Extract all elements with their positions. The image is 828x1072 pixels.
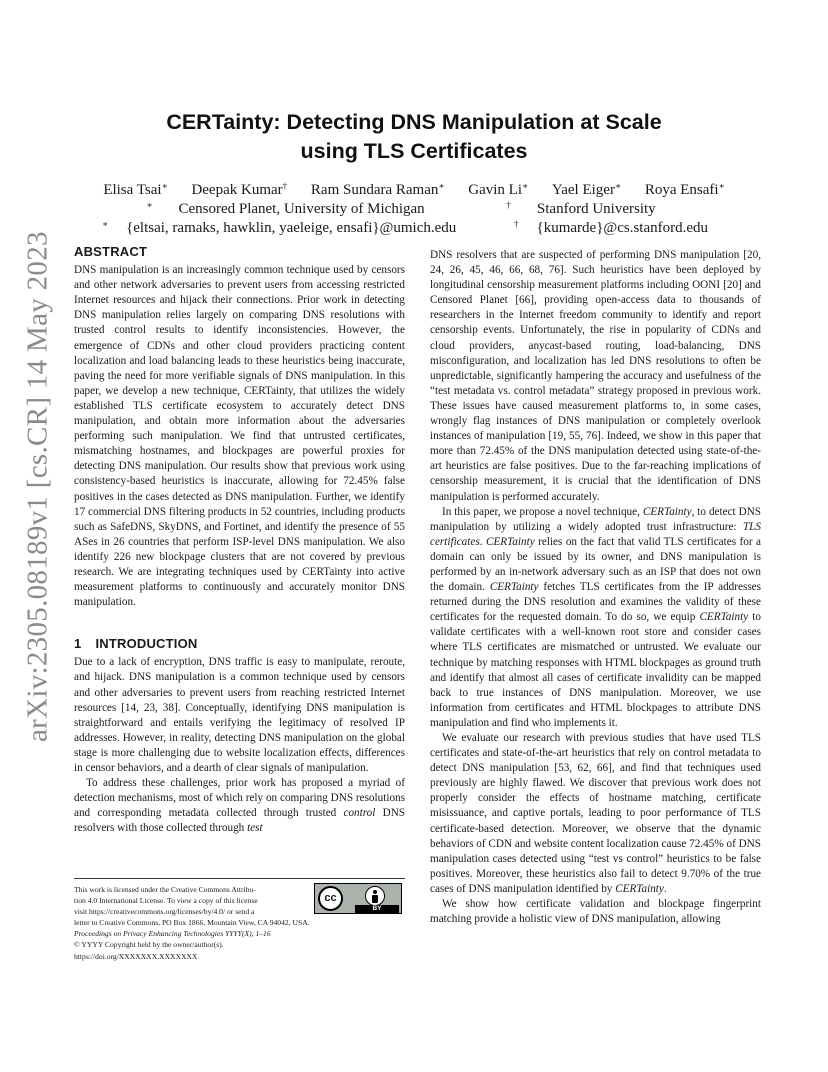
author-affiliation-mark: ∗ (161, 181, 168, 191)
emphasis: CERTainty (642, 505, 692, 518)
author-name: Yael Eiger (551, 182, 615, 198)
footnote-line: tion 4.0 International License. To view a copy of this license (74, 896, 258, 906)
author-affiliation-mark: ∗ (614, 181, 622, 191)
emphasis: test (247, 822, 263, 835)
intro-paragraph-1: Due to a lack of encryption, DNS traffic is easy to manipulate, reroute, and hijack. DNS manipulation is a common technique used by censors and other adversaries to prevent users from reaching restricted Internet resources [14, 23, 38]. Conceptually, identifying DNS manipulation is straightforward and entails verifying the legitimacy of resolved IP addresses. However, in reality, detecting DNS manipulation on the global stage is more challenging due to website localization effects, differences in censor behaviors, and a dearth of clear signals of manipulation. (74, 656, 405, 774)
author-affiliation-mark: ∗ (438, 181, 445, 191)
text-run: to validate certificates with a well-known root store and consider cases where TLS certificates are mismatched or untrusted. We evaluate our technique by matching responses with HTML blockpages as ground truth and identify that almost all cases of certificate invalidity can be mapped back to true instances of DNS manipulation. Moreover, we use information from certificates and HTML blockpages to attribute DNS manipulation and find who implements it. (430, 611, 761, 729)
text-run: . (663, 882, 667, 895)
footnote-line: visit https://creativecommons.org/licenses/by/4.0/ or send a (74, 907, 255, 917)
text-run: To address these challenges, prior work has proposed a myriad of detection mechanisms, most of which rely on comparing DNS resolutions and corresponding metadata collected through trusted (74, 777, 405, 820)
footnote-text (74, 884, 309, 962)
section-title: INTRODUCTION (95, 636, 198, 652)
author-name: Gavin Li (468, 182, 523, 198)
paper-title-line-1: CERTainty: Detecting DNS Manipulation at Scale (166, 110, 662, 134)
emphasis: CERTainty (489, 581, 539, 594)
arxiv-identifier: arXiv:2305.08189v1 [cs.CR] 14 May 2023 (21, 231, 54, 742)
author-affiliation-mark: † (282, 181, 288, 191)
left-column (74, 244, 405, 836)
text-run: fetches TLS certificates from the IP addresses returned during the DNS resolution and examines the validity of these certificates for the requested domain. To do so, we equip (430, 581, 761, 624)
abstract-text: DNS manipulation is an increasingly common technique used by censors and other network adversaries to prevent users from accessing restricted Internet resources and hijack their connections. Prior work in detecting DNS manipulation relies largely on comparing DNS resolutions with trusted control results to identify inconsistencies. However, the emergence of CDNs and other cloud providers practicing content localization and load balancing leads to these heuristics being inaccurate, paving the need for more verifiable signals of DNS manipulation. In this paper, we develop a new technique, CERTainty, that utilizes the widely established TLS certificate ecosystem to accurately detect DNS manipulation, and obtain more information about the adversaries performing such manipulation. We find that untrusted certificates, mismatching hostnames, and blockpages are powerful proxies for detecting DNS manipulation. Our results show that previous work using consistency-based heuristics is inaccurate, allowing for 72.45% false positives in the cases detected as DNS manipulation. Further, we identify 17 commercial DNS filtering products in 52 countries, including products such as SafeDNS, SkyDNS, and Fortinet, and identify the presence of 55 ASes in 26 countries that perform ISP-level DNS manipulation. We also identify 226 new blockpage clusters that are not covered by previous research. We are integrating techniques used by CERTainty into active measurement platforms to continuously and accurately monitor DNS manipulation. (74, 264, 405, 609)
email-text: {kumarde}@cs.stanford.edu (536, 220, 709, 236)
text-run: In this paper, we propose a novel technique, (442, 505, 643, 518)
creative-commons-icon: cc (318, 886, 343, 911)
right-paragraph-2 (430, 505, 761, 731)
affiliation-text: Stanford University (536, 201, 656, 217)
text-run: We evaluate our research with previous studies that have used TLS certificates and state-of-the-art heuristics that rely on control metadata to detect DNS manipulation [53, 62, 66], and find that techniques used previously are highly flawed. We discover that previous work does not properly consider the effects of hostname matching, certificate misissuance, and captive portals, leading to poor performance of TLS certificate-based detection. Moreover, we observe that the dynamic behaviors of CDN and website content localization cause 72.45% of DNS manipulation cases detected using “test vs control” heuristics to be false positives. Moreover, these heuristics also fail to detect 9.70% of the true cases of DNS manipulation identified by (430, 732, 761, 895)
introduction-heading (74, 636, 405, 651)
right-paragraph-1: DNS resolvers that are suspected of performing DNS manipulation [20, 24, 26, 45, 46, 66, 68, 76]. Such heuristics have been deployed by longitudinal censorship measurement platforms including OONI [20] and Censored Planet [66], providing open-access data to thousands of researchers in the Internet freedom community to identify and report censorship events. Unfortunately, the rise in popularity of CDNs and cloud providers, anycast-based routing, load-balancing, DNS misconfiguration, and localization has led DNS resolutions to often be unpredictable, significantly hampering the accuracy and usefulness of the “test metadata vs. control metadata” strategy proposed in previous work. These issues have caused measurement platforms to, in some cases, wrongly flag instances of DNS manipulation or completely overlook instances of manipulation [19, 55, 76]. Indeed, we show in this paper that more than 72.45% of the DNS manipulation detected using state-of-the-art heuristics are false positives. Due to the far-reaching implications of censorship measurement, it is crucial that the identification of DNS manipulation is performed accurately. (430, 249, 761, 503)
text-run: . (479, 535, 486, 548)
paper-title-line-2: using TLS Certificates (300, 139, 528, 163)
footnote-line-venue: Proceedings on Privacy Enhancing Technologies YYYY(X), 1–16 (74, 929, 271, 939)
section-number: 1 (74, 636, 82, 652)
paper-title (0, 108, 828, 166)
author-affiliation-mark: ∗ (522, 181, 529, 191)
email-list (0, 215, 828, 238)
author-name: Roya Ensafi (644, 182, 719, 198)
email-text: {eltsai, ramaks, hawklin, yaeleige, ensafi}@umich.edu (126, 220, 457, 236)
license-footnote (74, 878, 405, 962)
emphasis: control (343, 807, 376, 820)
affiliation-mark: ∗ (146, 200, 153, 210)
emphasis: TLS certificates (430, 520, 761, 548)
by-label: BY (355, 905, 399, 913)
emphasis: CERTainty (699, 611, 749, 624)
arxiv-sidebar (18, 231, 58, 742)
right-column (430, 248, 761, 927)
right-paragraph-4: We show how certificate validation and blockpage fingerprint matching provide a holistic view of DNS manipulation, allowing (430, 898, 761, 926)
author-name: Ram Sundara Raman (310, 182, 439, 198)
email-group (514, 220, 726, 236)
author-affiliation-mark: ∗ (718, 181, 725, 191)
footnote-rule (74, 878, 405, 879)
emphasis: CERTainty (485, 535, 535, 548)
footnote-line: This work is licensed under the Creative Commons Attribu- (74, 885, 256, 894)
affiliation-text: Censored Planet, University of Michigan (178, 201, 425, 217)
affiliation-mark: † (506, 200, 511, 210)
text-run: DNS resolvers with those collected through (74, 807, 405, 835)
author-name: Elisa Tsai (103, 182, 162, 198)
cc-by-license-icon (314, 883, 402, 914)
text-run: , to detect DNS manipulation by utilizing a widely adopted trust infrastructure: (430, 505, 761, 533)
text-run: relies on the fact that valid TLS certificates for a domain can only be issued by its owner, and DNS manipulation is performed by an in-network adversary such as an ISP that does not own the domain. (430, 535, 762, 594)
emphasis: CERTainty (615, 882, 664, 895)
email-mark: ∗ (101, 219, 109, 229)
attribution-person-icon (365, 886, 385, 906)
right-paragraph-3 (430, 731, 761, 897)
footnote-line: letter to Creative Commons, PO Box 1866, Mountain View, CA 94042, USA. (74, 918, 310, 928)
email-group (102, 220, 474, 236)
footnote-line: © YYYY Copyright held by the owner/author(s). (74, 940, 224, 950)
email-mark: † (514, 219, 519, 229)
author-name: Deepak Kumar (191, 182, 283, 198)
abstract-heading: ABSTRACT (74, 244, 148, 259)
footnote-line-doi: https://doi.org/XXXXXXX.XXXXXXX (74, 951, 198, 961)
intro-paragraph-2 (74, 776, 405, 836)
